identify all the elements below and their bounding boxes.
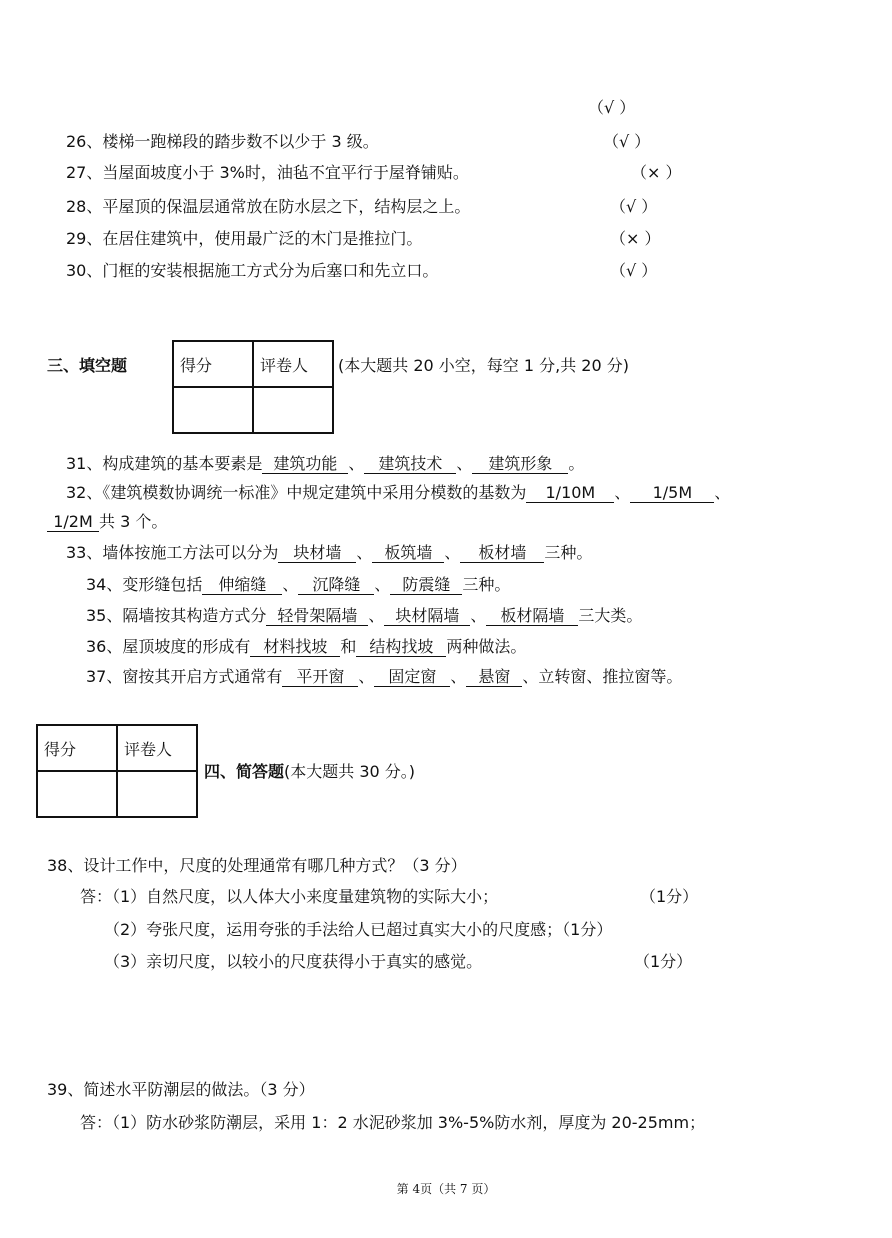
q32-answer-1: 1/10M (526, 483, 614, 503)
q34-prompt: 34、变形缝包括 (86, 575, 203, 594)
section3-score-label: 得分 (173, 341, 253, 387)
q34-answer-3: 防震缝 (390, 575, 462, 595)
section3-score-cell[interactable] (173, 387, 253, 433)
q31-sep-2: 、 (456, 454, 473, 473)
section4-grader-label: 评卷人 (117, 725, 197, 771)
section4-grader-cell[interactable] (117, 771, 197, 817)
q33-answer-2: 板筑墙 (372, 543, 444, 563)
q35-sep-1: 、 (368, 606, 385, 625)
q31-end: 。 (568, 454, 585, 473)
judgment-item-27: 27、当屋面坡度小于 3%时，油毡不宜平行于屋脊铺贴。 (66, 163, 469, 182)
q38-answer-3-score: （1分） (634, 952, 693, 971)
q33-sep-1: 、 (356, 543, 373, 562)
question-38: 38、设计工作中，尺度的处理通常有哪几种方式？（3 分） (47, 856, 467, 875)
q32-sep-1: 、 (614, 483, 631, 502)
q32-sep-2: 、 (714, 483, 731, 502)
q36-answer-1: 材料找坡 (250, 637, 340, 657)
q35-answer-1: 轻骨架隔墙 (266, 606, 368, 626)
judgment-top-mark: （√ ） (588, 98, 636, 117)
section4-score-cell[interactable] (37, 771, 117, 817)
q39-answer-1: 答：（1）防水砂浆防潮层，采用 1：2 水泥砂浆加 3%-5%防水剂，厚度为 20-25mm； (80, 1113, 706, 1132)
q35-answer-2: 块材隔墙 (384, 606, 470, 626)
judgment-item-30: 30、门框的安装根据施工方式分为后塞口和先立口。 (66, 261, 439, 280)
q36-end: 两种做法。 (446, 637, 527, 656)
q32-answer-3: 1/2M (47, 512, 99, 532)
question-31 (66, 454, 584, 474)
section4-note: (本大题共 30 分。) (284, 762, 416, 781)
q34-end: 三种。 (462, 575, 511, 594)
q35-prompt: 35、隔墙按其构造方式分 (86, 606, 267, 625)
section3-title: 三、填空题 (47, 356, 128, 375)
q31-prompt: 31、构成建筑的基本要素是 (66, 454, 263, 473)
q35-sep-2: 、 (470, 606, 487, 625)
q37-prompt: 37、窗按其开启方式通常有 (86, 667, 283, 686)
q37-end: 、立转窗、推拉窗等。 (522, 667, 683, 686)
judgment-mark-29: （× ） (610, 229, 661, 248)
section4-score-table (36, 724, 198, 818)
q37-answer-3: 悬窗 (466, 667, 522, 687)
q32-end: 共 3 个。 (99, 512, 168, 531)
question-34 (86, 575, 510, 595)
judgment-item-26: 26、楼梯一跑梯段的踏步数不以少于 3 级。 (66, 132, 379, 151)
question-35 (86, 606, 642, 626)
q33-sep-2: 、 (444, 543, 461, 562)
section4-heading (204, 762, 415, 782)
judgment-item-28: 28、平屋顶的保温层通常放在防水层之下，结构层之上。 (66, 197, 471, 216)
q32-answer-2: 1/5M (630, 483, 714, 503)
q33-prompt: 33、墙体按施工方法可以分为 (66, 543, 279, 562)
section3-score-table (172, 340, 334, 434)
judgment-mark-27: （× ） (631, 163, 682, 182)
q38-answer-3: （3）亲切尺度，以较小的尺度获得小于真实的感觉。 (104, 952, 483, 971)
question-39: 39、简述水平防潮层的做法。（3 分） (47, 1080, 315, 1099)
q35-end: 三大类。 (578, 606, 643, 625)
q37-sep-1: 、 (358, 667, 375, 686)
q37-answer-2: 固定窗 (374, 667, 450, 687)
section4-title: 四、简答题 (204, 762, 285, 781)
q34-sep-2: 、 (374, 575, 391, 594)
q33-answer-1: 块材墙 (278, 543, 356, 563)
question-32-cont (47, 512, 167, 532)
q36-answer-2: 结构找坡 (356, 637, 446, 657)
section4-score-label: 得分 (37, 725, 117, 771)
judgment-mark-26: （√ ） (603, 132, 651, 151)
section3-grader-label: 评卷人 (253, 341, 333, 387)
q34-sep-1: 、 (282, 575, 299, 594)
q38-answer-2: （2）夸张尺度，运用夸张的手法给人已超过真实大小的尺度感；（1分） (104, 920, 613, 939)
judgment-mark-30: （√ ） (610, 261, 658, 280)
q34-answer-2: 沉降缝 (298, 575, 374, 595)
section3-grader-cell[interactable] (253, 387, 333, 433)
q36-prompt: 36、屋顶坡度的形成有 (86, 637, 251, 656)
judgment-mark-28: （√ ） (610, 197, 658, 216)
section3-note: (本大题共 20 小空，每空 1 分,共 20 分) (338, 356, 629, 375)
q34-answer-1: 伸缩缝 (202, 575, 282, 595)
judgment-item-29: 29、在居住建筑中，使用最广泛的木门是推拉门。 (66, 229, 423, 248)
q33-answer-3: 板材墙 (460, 543, 544, 563)
question-37 (86, 667, 682, 687)
q31-answer-2: 建筑技术 (364, 454, 456, 474)
question-32 (66, 483, 730, 503)
q31-answer-1: 建筑功能 (262, 454, 348, 474)
q36-sep-1: 和 (340, 637, 357, 656)
q33-end: 三种。 (544, 543, 593, 562)
q38-answer-1: 答：（1）自然尺度，以人体大小来度量建筑物的实际大小； (80, 887, 499, 906)
q37-sep-2: 、 (450, 667, 467, 686)
q37-answer-1: 平开窗 (282, 667, 358, 687)
page-footer: 第 4页（共 7 页） (396, 1182, 496, 1196)
q32-prompt: 32、《建筑模数协调统一标准》中规定建筑中采用分模数的基数为 (66, 483, 527, 502)
q38-answer-1-score: （1分） (640, 887, 699, 906)
q31-sep-1: 、 (348, 454, 365, 473)
question-33 (66, 543, 592, 563)
q31-answer-3: 建筑形象 (472, 454, 568, 474)
q35-answer-3: 板材隔墙 (486, 606, 578, 626)
question-36 (86, 637, 526, 657)
